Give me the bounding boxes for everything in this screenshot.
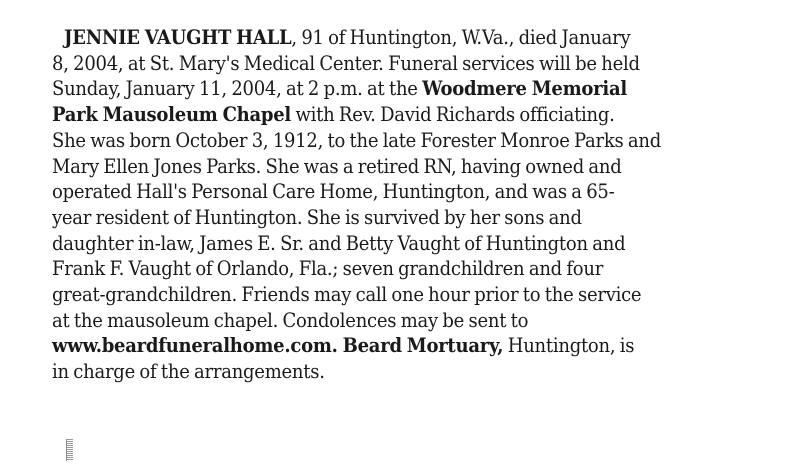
obit-line-13: www.beardfuneralhome.com. Beard Mortuary, Huntington, is — [52, 333, 635, 358]
obit-line-3: Sunday, January 11, 2004, at 2 p.m. at the Woodmere Memorial — [52, 76, 627, 101]
obit-line-6: Mary Ellen Jones Parks. She was a retired RN, having owned and — [52, 153, 622, 178]
obit-line-7: operated Hall's Personal Care Home, Huntington, and was a 65- — [52, 179, 615, 204]
obit-line-4: Park Mausoleum Chapel with Rev. David Richards officiating. — [52, 102, 615, 127]
funeral-home-website: www.beardfuneralhome.com. Beard Mortuary, — [52, 333, 504, 358]
obituary-text — [52, 25, 772, 385]
obit-line-11: great-grandchildren. Friends may call one hour prior to the service — [52, 282, 642, 307]
obit-line-12: at the mausoleum chapel. Condolences may be sent to — [52, 307, 529, 332]
obit-line-14: in charge of the arrangements. — [52, 359, 325, 384]
obit-line-5: She was born October 3, 1912, to the late Forester Monroe Parks and — [52, 127, 662, 152]
scan-artifact — [66, 439, 73, 461]
obit-line-9: daughter in-law, James E. Sr. and Betty Vaught of Huntington and — [52, 230, 626, 255]
obit-line-8: year resident of Huntington. She is survived by her sons and — [52, 204, 582, 229]
obit-line-1: JENNIE VAUGHT HALL, 91 of Huntington, W.Va., died January — [64, 25, 631, 49]
obit-line-10: Frank F. Vaught of Orlando, Fla.; seven grandchildren and four — [52, 256, 604, 281]
service-location-cont: Park Mausoleum Chapel — [52, 102, 292, 127]
service-location: Woodmere Memorial — [422, 76, 627, 101]
deceased-name: JENNIE VAUGHT HALL — [64, 25, 292, 49]
obit-line-2: 8, 2004, at St. Mary's Medical Center. Funeral services will be held — [52, 50, 640, 75]
